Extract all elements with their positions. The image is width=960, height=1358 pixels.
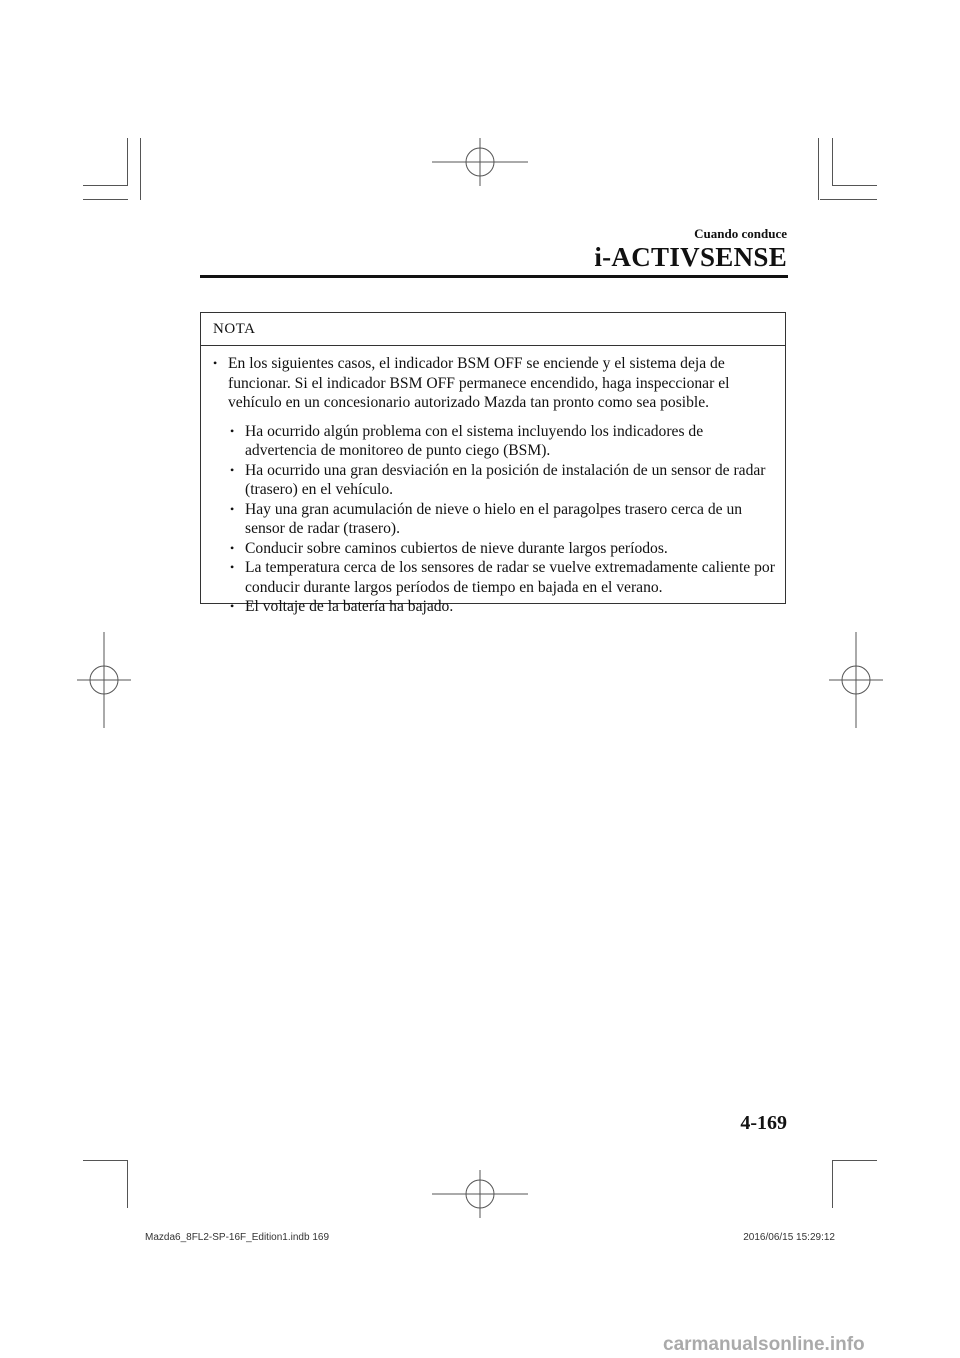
registration-mark-top	[432, 138, 528, 186]
crop-mark	[832, 185, 877, 186]
bullet-icon: •	[230, 540, 235, 555]
section-label: Cuando conduce	[694, 226, 787, 241]
print-timestamp: 2016/06/15 15:29:12	[743, 1232, 835, 1243]
bullet-icon: •	[230, 560, 235, 574]
registration-mark-left	[77, 632, 131, 728]
crop-mark	[83, 1160, 128, 1161]
note-intro-item	[209, 354, 777, 413]
list-item-text: Ha ocurrido una gran desviación en la posición de instalación de un sensor de radar (trasero) en el vehículo.	[245, 461, 766, 498]
print-file: Mazda6_8FL2-SP-16F_Edition1.indb 169	[145, 1232, 330, 1243]
bullet-icon: •	[230, 423, 235, 438]
header-rule	[200, 275, 788, 278]
crop-mark	[832, 1160, 833, 1208]
crop-mark	[83, 185, 128, 186]
bullet-icon: •	[230, 599, 235, 613]
bullet-icon: •	[213, 356, 218, 370]
list-item-text: Hay una gran acumulación de nieve o hielo en el paragolpes trasero cerca de un sensor de radar (trasero).	[245, 500, 743, 537]
list-item-text: Conducir sobre caminos cubiertos de nieve durante largos períodos.	[245, 539, 668, 557]
note-box	[200, 312, 786, 615]
watermark: carmanualsonline.info	[663, 1334, 865, 1355]
list-item-text: La temperatura cerca de los sensores de radar se vuelve extremadamente caliente por conducir durante largos períodos de tiempo en bajada en el verano.	[245, 559, 775, 596]
note-body	[201, 346, 785, 617]
bullet-icon: •	[230, 501, 235, 516]
crop-mark	[127, 1160, 128, 1208]
list-item-text: Ha ocurrido algún problema con el sistema incluyendo los indicadores de advertencia de monitoreo de punto ciego (BSM).	[245, 422, 704, 459]
list-item	[226, 539, 777, 559]
registration-mark-right	[829, 632, 883, 728]
crop-mark	[832, 138, 833, 186]
list-item	[226, 597, 777, 617]
bullet-icon: •	[230, 462, 235, 477]
crop-mark	[832, 1160, 877, 1161]
list-item	[226, 422, 777, 461]
note-title: NOTA	[201, 313, 785, 346]
note-intro-text: En los siguientes casos, el indicador BSM OFF se enciende y el sistema deja de funcionar. Si el indicador BSM OFF permanece encendido, haga inspeccionar el vehículo en un concesionario autorizado Mazda tan pronto como sea posible.	[228, 355, 730, 411]
crop-mark	[83, 199, 128, 200]
condition-list	[209, 422, 777, 617]
section-title: i-ACTIVSENSE	[594, 242, 787, 272]
crop-mark	[140, 138, 141, 200]
list-item	[226, 558, 777, 597]
crop-mark	[820, 199, 877, 200]
list-item	[226, 461, 777, 500]
crop-mark	[818, 138, 819, 200]
registration-mark-bottom	[432, 1170, 528, 1218]
page-number: 4-169	[740, 1112, 787, 1134]
list-item	[226, 500, 777, 539]
list-item-text: El voltaje de la batería ha bajado.	[245, 598, 454, 615]
crop-mark	[127, 138, 128, 186]
